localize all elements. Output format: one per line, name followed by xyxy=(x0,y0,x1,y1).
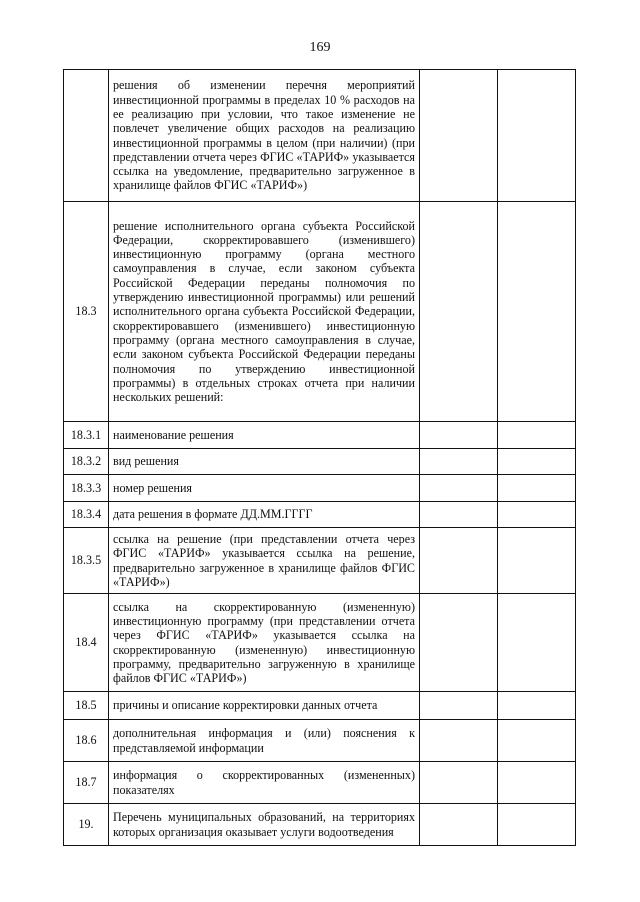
value-cell xyxy=(498,804,576,846)
value-cell xyxy=(498,528,576,594)
value-cell xyxy=(498,475,576,502)
row-text: решение исполнительного органа субъекта Российской Федерации, скорректировавшего (изменившего) инвестиционную программу (органа местного самоуправления в случае, если законом субъекта Российской Федерации переданы полномочия по утверждению инвестиционной программы) или решений исполнительного органа субъекта Российской Федерации, скорректировавшего (изменившего) инвестиционную программу (органа местного самоуправления в случае, если законом субъекта Российской Федерации переданы полномочия по утверждению инвестиционной программы) в отдельных строках отчета при наличии нескольких решений: xyxy=(109,202,420,422)
value-cell xyxy=(420,762,498,804)
value-cell xyxy=(420,692,498,720)
row-text: дополнительная информация и (или) пояснения к представляемой информации xyxy=(109,720,420,762)
table-row xyxy=(64,502,576,528)
row-number: 19. xyxy=(64,804,109,846)
row-text: вид решения xyxy=(109,449,420,475)
table-row xyxy=(64,720,576,762)
table-row xyxy=(64,528,576,594)
row-text: дата решения в формате ДД.ММ.ГГГГ xyxy=(109,502,420,528)
table-row xyxy=(64,594,576,692)
value-cell xyxy=(420,70,498,202)
table-row xyxy=(64,475,576,502)
value-cell xyxy=(498,762,576,804)
table-row xyxy=(64,70,576,202)
value-cell xyxy=(420,528,498,594)
page-number: 169 xyxy=(309,40,331,55)
row-number: 18.4 xyxy=(64,594,109,692)
value-cell xyxy=(420,594,498,692)
row-number: 18.3.5 xyxy=(64,528,109,594)
value-cell xyxy=(420,449,498,475)
row-number: 18.7 xyxy=(64,762,109,804)
value-cell xyxy=(498,70,576,202)
value-cell xyxy=(498,449,576,475)
value-cell xyxy=(420,422,498,449)
table-row xyxy=(64,804,576,846)
row-text: информация о скорректированных (измененных) показателях xyxy=(109,762,420,804)
value-cell xyxy=(420,475,498,502)
row-number: 18.5 xyxy=(64,692,109,720)
value-cell xyxy=(498,594,576,692)
value-cell xyxy=(420,502,498,528)
row-number: 18.3.4 xyxy=(64,502,109,528)
row-text: номер решения xyxy=(109,475,420,502)
value-cell xyxy=(420,720,498,762)
value-cell xyxy=(420,804,498,846)
value-cell xyxy=(498,202,576,422)
row-number: 18.3 xyxy=(64,202,109,422)
value-cell xyxy=(498,422,576,449)
row-text: ссылка на решение (при представлении отчета через ФГИС «ТАРИФ» указывается ссылка на решение, предварительно загруженное в хранилище файлов ФГИС «ТАРИФ») xyxy=(109,528,420,594)
value-cell xyxy=(498,502,576,528)
row-text: решения об изменении перечня мероприятий инвестиционной программы в пределах 10 % расходов на ее реализацию при условии, что такое изменение не повлечет увеличение общих расходов на реализацию инвестиционной программы в целом (при наличии) (при представлении отчета через ФГИС «ТАРИФ» указывается ссылка на уведомление, предварительно загруженное в хранилище файлов ФГИС «ТАРИФ») xyxy=(109,70,420,202)
table-row xyxy=(64,422,576,449)
value-cell xyxy=(498,720,576,762)
row-text: Перечень муниципальных образований, на территориях которых организация оказывает услуги водоотведения xyxy=(109,804,420,846)
value-cell xyxy=(498,692,576,720)
row-number xyxy=(64,70,109,202)
row-number: 18.3.3 xyxy=(64,475,109,502)
row-number: 18.6 xyxy=(64,720,109,762)
value-cell xyxy=(420,202,498,422)
table-row xyxy=(64,692,576,720)
report-table xyxy=(63,69,576,846)
row-text: причины и описание корректировки данных отчета xyxy=(109,692,420,720)
table-row xyxy=(64,762,576,804)
row-number: 18.3.2 xyxy=(64,449,109,475)
row-text: ссылка на скорректированную (измененную) инвестиционную программу (при представлении отчета через ФГИС «ТАРИФ» указывается ссылка на скорректированную (измененную) инвестиционную программу, предварительно загруженную в хранилище файлов ФГИС «ТАРИФ») xyxy=(109,594,420,692)
table-row xyxy=(64,449,576,475)
row-text: наименование решения xyxy=(109,422,420,449)
table-row xyxy=(64,202,576,422)
row-number: 18.3.1 xyxy=(64,422,109,449)
